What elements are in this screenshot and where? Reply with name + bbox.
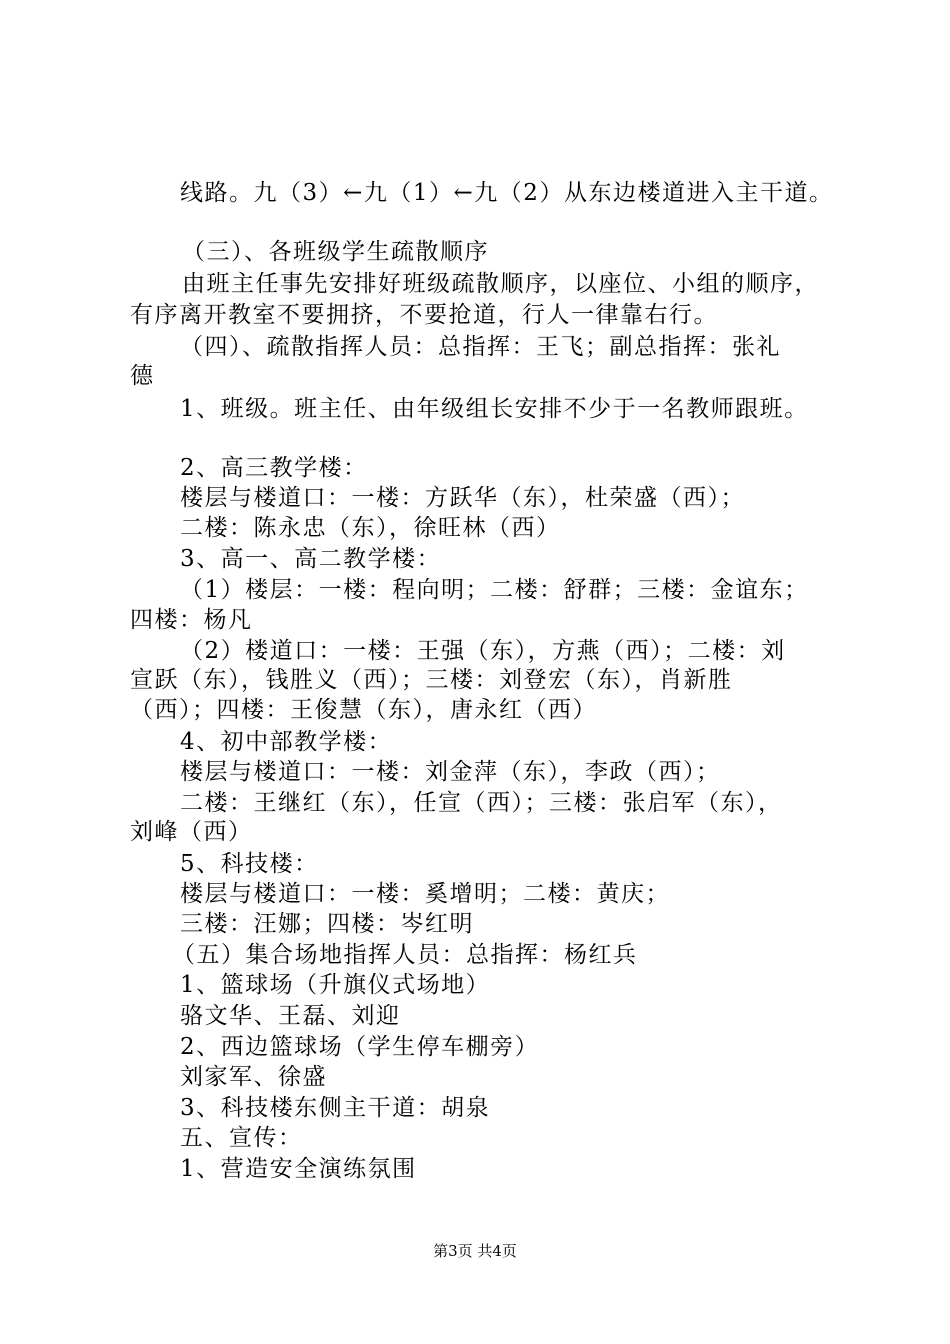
text-line: 1、班级。班主任、由年级组长安排不少于一名教师跟班。 xyxy=(180,396,809,422)
text-line: 1、篮球场（升旗仪式场地） xyxy=(180,972,491,998)
text-line: 楼层与楼道口：一楼：刘金萍（东），李政（西）； xyxy=(180,759,721,785)
text-line: （西）；四楼：王俊慧（东），唐永红（西） xyxy=(130,697,597,723)
text-line: 二楼：陈永忠（东），徐旺林（西） xyxy=(180,515,561,541)
text-line: 德 xyxy=(130,363,155,389)
text-line: 骆文华、王磊、刘迎 xyxy=(180,1003,401,1029)
text-line: （1）楼层：一楼：程向明；二楼：舒群；三楼：金谊东； xyxy=(180,577,809,603)
page-footer xyxy=(0,1240,950,1262)
text-line: 4、初中部教学楼： xyxy=(180,729,393,755)
section-heading: （四）、疏散指挥人员：总指挥：王飞；副总指挥：张礼 xyxy=(180,334,781,360)
text-line: 线路。九（3）←九（1）←九（2）从东边楼道进入主干道。 xyxy=(180,180,834,206)
text-line: 四楼：杨凡 xyxy=(130,607,253,633)
text-line: 由班主任事先安排好班级疏散顺序，以座位、小组的顺序， xyxy=(182,271,819,297)
text-line: 有序离开教室不要拥挤，不要抢道，行人一律靠右行。 xyxy=(130,302,718,328)
text-line: 5、科技楼： xyxy=(180,851,319,877)
text-line: 2、高三教学楼： xyxy=(180,455,368,481)
text-line: （2）楼道口：一楼：王强（东），方燕（西）；二楼：刘 xyxy=(180,638,786,664)
section-heading: 五、宣传： xyxy=(180,1125,303,1151)
text-line: 3、高一、高二教学楼： xyxy=(180,546,442,572)
text-line: 刘峰（西） xyxy=(130,819,253,845)
text-line: 1、营造安全演练氛围 xyxy=(180,1156,417,1182)
text-line: 宣跃（东），钱胜义（西）；三楼：刘登宏（东），肖新胜 xyxy=(130,667,733,693)
text-line: 楼层与楼道口：一楼：奚增明；二楼：黄庆； xyxy=(180,881,670,907)
text-line: 3、科技楼东侧主干道：胡泉 xyxy=(180,1095,491,1121)
text-line: 2、西边篮球场（学生停车棚旁） xyxy=(180,1034,540,1060)
text-line: 三楼：汪娜；四楼：岑红明 xyxy=(180,911,474,937)
section-heading: （五）集合场地指挥人员：总指挥：杨红兵 xyxy=(172,942,638,968)
section-heading: （三）、各班级学生疏散顺序 xyxy=(182,239,489,265)
text-line: 楼层与楼道口：一楼：方跃华（东），杜荣盛（西）； xyxy=(180,485,745,511)
text-line: 刘家军、徐盛 xyxy=(180,1064,327,1090)
text-line: 二楼：王继红（东），任宣（西）；三楼：张启军（东）， xyxy=(180,790,783,816)
page-number-label: 第3页 共4页 xyxy=(433,1242,517,1260)
